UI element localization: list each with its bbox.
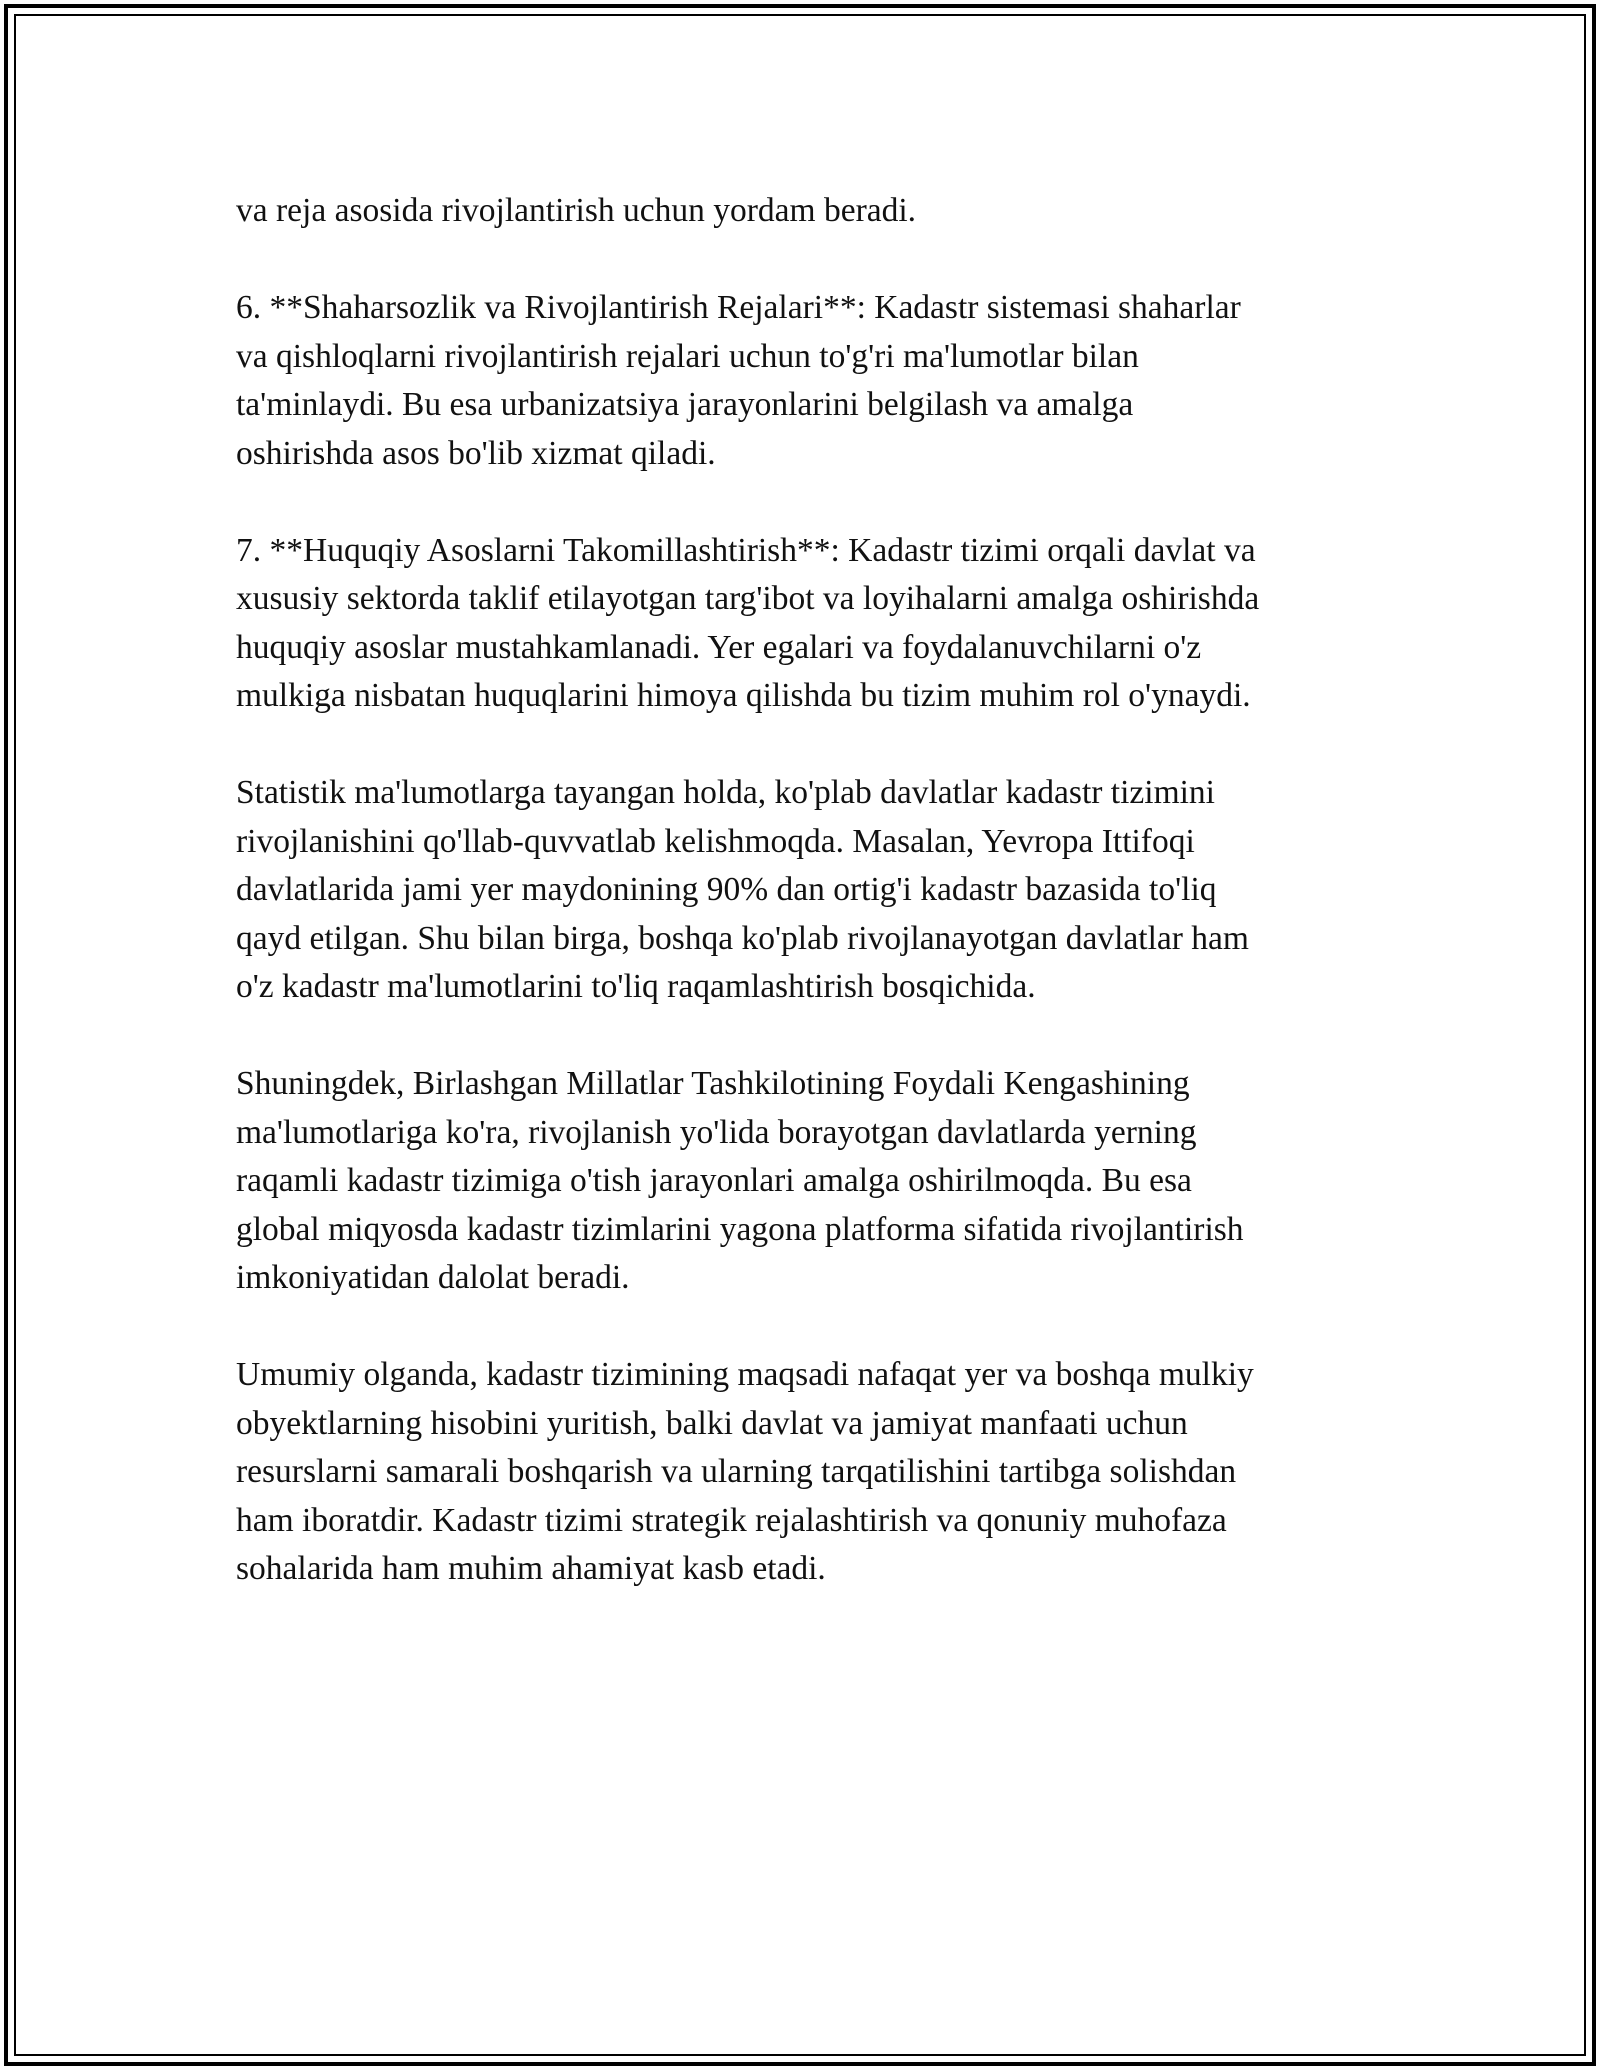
paragraph-statistics: Statistik ma'lumotlarga tayangan holda, ko'plab davlatlar kadastr tizimini rivojlanishini qo'llab-quvvatlab kelishmoqda. Masalan, Yevropa Ittifoqi davlatlarida jami yer maydonining 90% dan ortig'i kadastr bazasida to'liq qayd etilgan. Shu bilan birga, boshqa ko'plab rivojlanayotgan davlatlar ham o'z kadastr ma'lumotlarini to'liq raqamlashtirish bosqichida. xyxy=(236,774,1249,1005)
paragraph-conclusion: Umumiy olganda, kadastr tizimining maqsadi nafaqat yer va boshqa mulkiy obyektlarning hisobini yuritish, balki davlat va jamiyat manfaati uchun resurslarni samarali boshqarish va ularning tarqatilishini tartibga solishdan ham iboratdir. Kadastr tizimi strategik rejalashtirish va qonuniy muhofaza sohalarida ham muhim ahamiyat kasb etadi. xyxy=(236,1356,1254,1587)
paragraph-item-6: 6. **Shaharsozlik va Rivojlantirish Rejalari**: Kadastr sistemasi shaharlar va qishloqlarni rivojlantirish rejalari uchun to'g'ri ma'lumotlar bilan ta'minlaydi. Bu esa urbanizatsiya jarayonlarini belgilash va amalga oshirishda asos bo'lib xizmat qiladi. xyxy=(236,289,1241,472)
document-body xyxy=(236,187,1386,1642)
paragraph-un-data: Shuningdek, Birlashgan Millatlar Tashkilotining Foydali Kengashining ma'lumotlariga ko'ra, rivojlanish yo'lida borayotgan davlatlarda yerning raqamli kadastr tizimiga o'tish jarayonlari amalga oshirilmoqda. Bu esa global miqyosda kadastr tizimlarini yagona platforma sifatida rivojlantirish imkoniyatidan dalolat beradi. xyxy=(236,1065,1244,1296)
paragraph-continuation: va reja asosida rivojlantirish uchun yordam beradi. xyxy=(236,192,917,229)
paragraph-item-7: 7. **Huquqiy Asoslarni Takomillashtirish**: Kadastr tizimi orqali davlat va xususiy sektorda taklif etilayotgan targ'ibot va loyihalarni amalga oshirishda huquqiy asoslar mustahkamlanadi. Yer egalari va foydalanuvchilarni o'z mulkiga nisbatan huquqlarini himoya qilishda bu tizim muhim rol o'ynaydi. xyxy=(236,531,1260,714)
